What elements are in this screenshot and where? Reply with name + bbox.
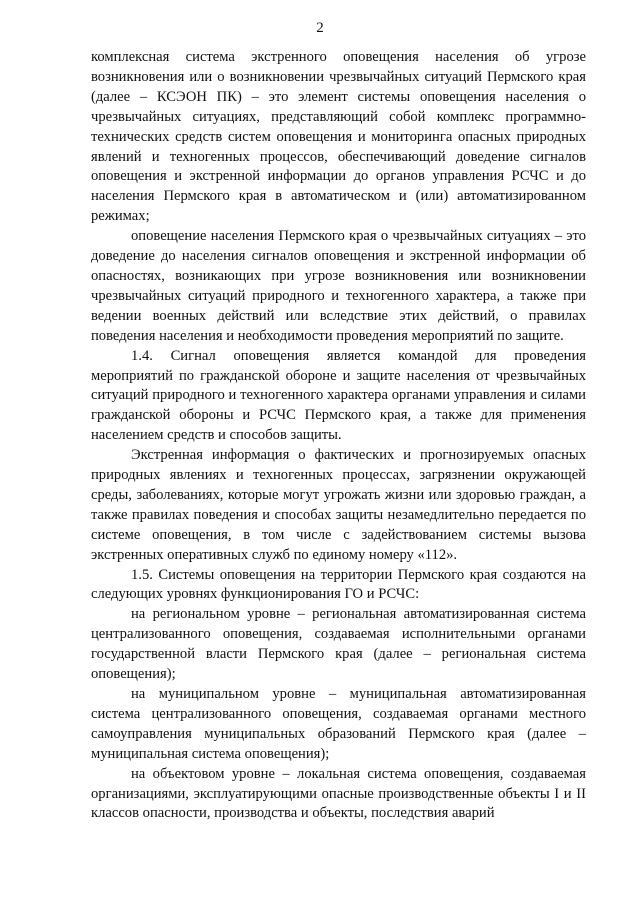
page-number: 2 [316, 20, 324, 36]
paragraph-1-5-levels: 1.5. Системы оповещения на территории Пермского края создаются на следующих уровнях функционирования ГО и РСЧС: [91, 566, 586, 603]
paragraph-municipal-level: на муниципальном уровне – муниципальная автоматизированная система централизованного оповещения, создаваемая органами местного самоуправления муниципальных образований Пермского края (далее – муниципальная система оповещения); [91, 686, 586, 762]
paragraph-1-4-signal: 1.4. Сигнал оповещения является командой для проведения мероприятий по гражданской обороне и защите населения от чрезвычайных ситуаций природного и техногенного характера органами управления и силами гражданской обороны и РСЧС Пермского края, а также для применения населением средств и способов защиты. [91, 347, 586, 444]
paragraph-regional-level: на региональном уровне – региональная автоматизированная система централизованного оповещения, создаваемая исполнительными органами государственной власти Пермского края (далее – региональная система оповещения); [91, 606, 586, 683]
paragraph-ksaeon-definition: комплексная система экстренного оповещения населения об угрозе возникновения или о возникновении чрезвычайных ситуаций Пермского края (далее – КСЭОН ПК) – это элемент системы оповещения населения о чрезвычайных ситуациях, представляющий собой комплекс программно-технических средств систем оповещения и мониторинга опасных природных явлений и техногенных процессов, обеспечивающий доведение сигналов оповещения и экстренной информации до органов управления РСЧС и до населения Пермского края в автоматическом и (или) автоматизированном режимах; [91, 49, 586, 225]
document-body [91, 48, 586, 824]
paragraph-notification-definition: оповещение населения Пермского края о чрезвычайных ситуациях – это доведение до населения сигналов оповещения и экстренной информации об опасностях, возникающих при угрозе возникновения или возникновении чрезвычайных ситуаций природного и техногенного характера, а также при ведении военных действий или вследствие этих действий, о правилах поведения населения и необходимости проведения мероприятий по защите. [91, 228, 586, 344]
paragraph-emergency-information: Экстренная информация о фактических и прогнозируемых опасных природных явлениях и техногенных процессах, загрязнении окружающей среды, заболеваниях, которые могут угрожать жизни или здоровью граждан, а также правилах поведения и способах защиты незамедлительно передается по системе оповещения, в том числе с задействованием системы вызова экстренных оперативных служб по единому номеру «112». [91, 447, 586, 563]
paragraph-object-level: на объектовом уровне – локальная система оповещения, создаваемая организациями, эксплуатирующими опасные производственные объекты I и II классов опасности, производства и объекты, последствия аварий [91, 765, 586, 822]
